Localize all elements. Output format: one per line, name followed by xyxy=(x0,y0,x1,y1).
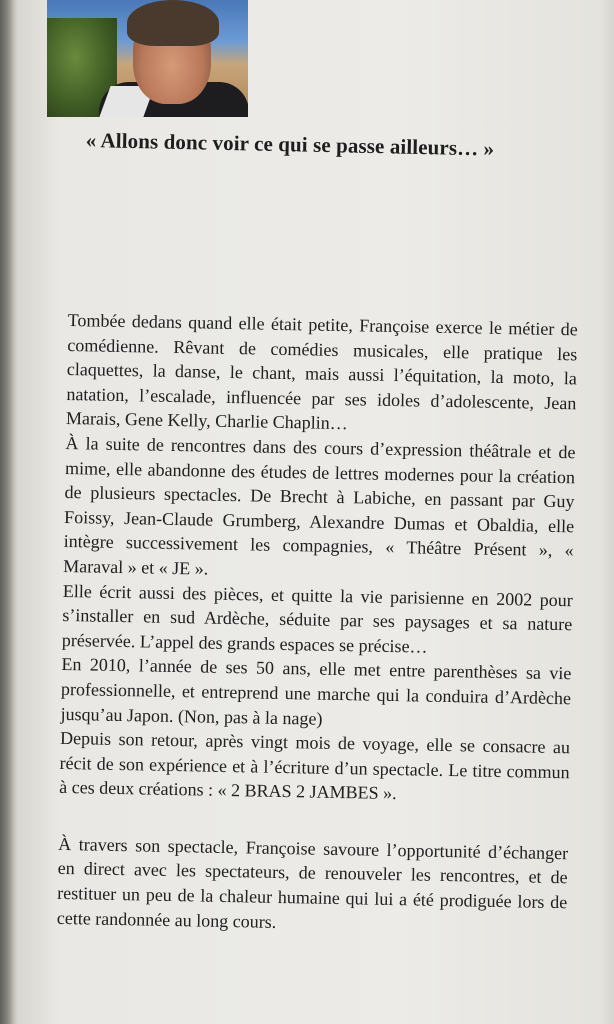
biography-text xyxy=(57,308,578,939)
paragraph-career: À la suite de rencontres dans des cours d’expression théâtrale et de mime, elle abandonne des études de lettres modernes pour la création de plusieurs spectacles. De Brecht à Labiche, en passant par Guy Foissy, Jean-Claude Grumberg, Alexandre Dumas et Obaldia, elle intègre successivement les compagnies, « Théâtre Présent », « Maraval » et « JE ». xyxy=(63,432,576,579)
tagline-quote: « Allons donc voir ce qui se passe ailleurs… » xyxy=(85,128,495,161)
page-edge-shadow xyxy=(0,0,14,1024)
paragraph-return: Depuis son retour, après vingt mois de voyage, elle se consacre au récit de son expérience et à l’écriture d’un spectacle. Le titre commun à ces deux créations : « 2 BRAS 2 JAMBES ». xyxy=(59,728,571,804)
paragraph-walk: En 2010, l’année de ses 50 ans, elle met entre parenthèses sa vie professionnelle, et entreprend une marche qui la conduira d’Ardèche jusqu’au Japon. (Non, pas à la nage) xyxy=(60,654,572,729)
author-photo xyxy=(47,0,248,117)
hair-shape xyxy=(127,0,219,46)
paragraph-ardeche: Elle écrit aussi des pièces, et quitte la vie parisienne en 2002 pour s’installer en sud Ardèche, séduite par ses paysages et sa nature préservée. L’appel des grands espaces se précise… xyxy=(61,580,573,657)
paragraph-intro: Tombée dedans quand elle était petite, Françoise exerce le métier de comédienne. Rêvant de comédies musicales, elle pratique les claquettes, la danse, le chant, mais aussi l’équitation, la moto, la natation, l’escalade, influencée par ses idoles d’adolescente, Jean Marais, Gene Kelly, Charlie Chaplin… xyxy=(65,309,578,434)
paragraph-show: À travers son spectacle, Françoise savoure l’opportunité d’échanger en direct avec les spectateurs, de renouveler les rencontres, et de restituer un peu de la chaleur humaine qui lui a été prodiguée lors de cette randonnée au long cours. xyxy=(56,833,569,932)
